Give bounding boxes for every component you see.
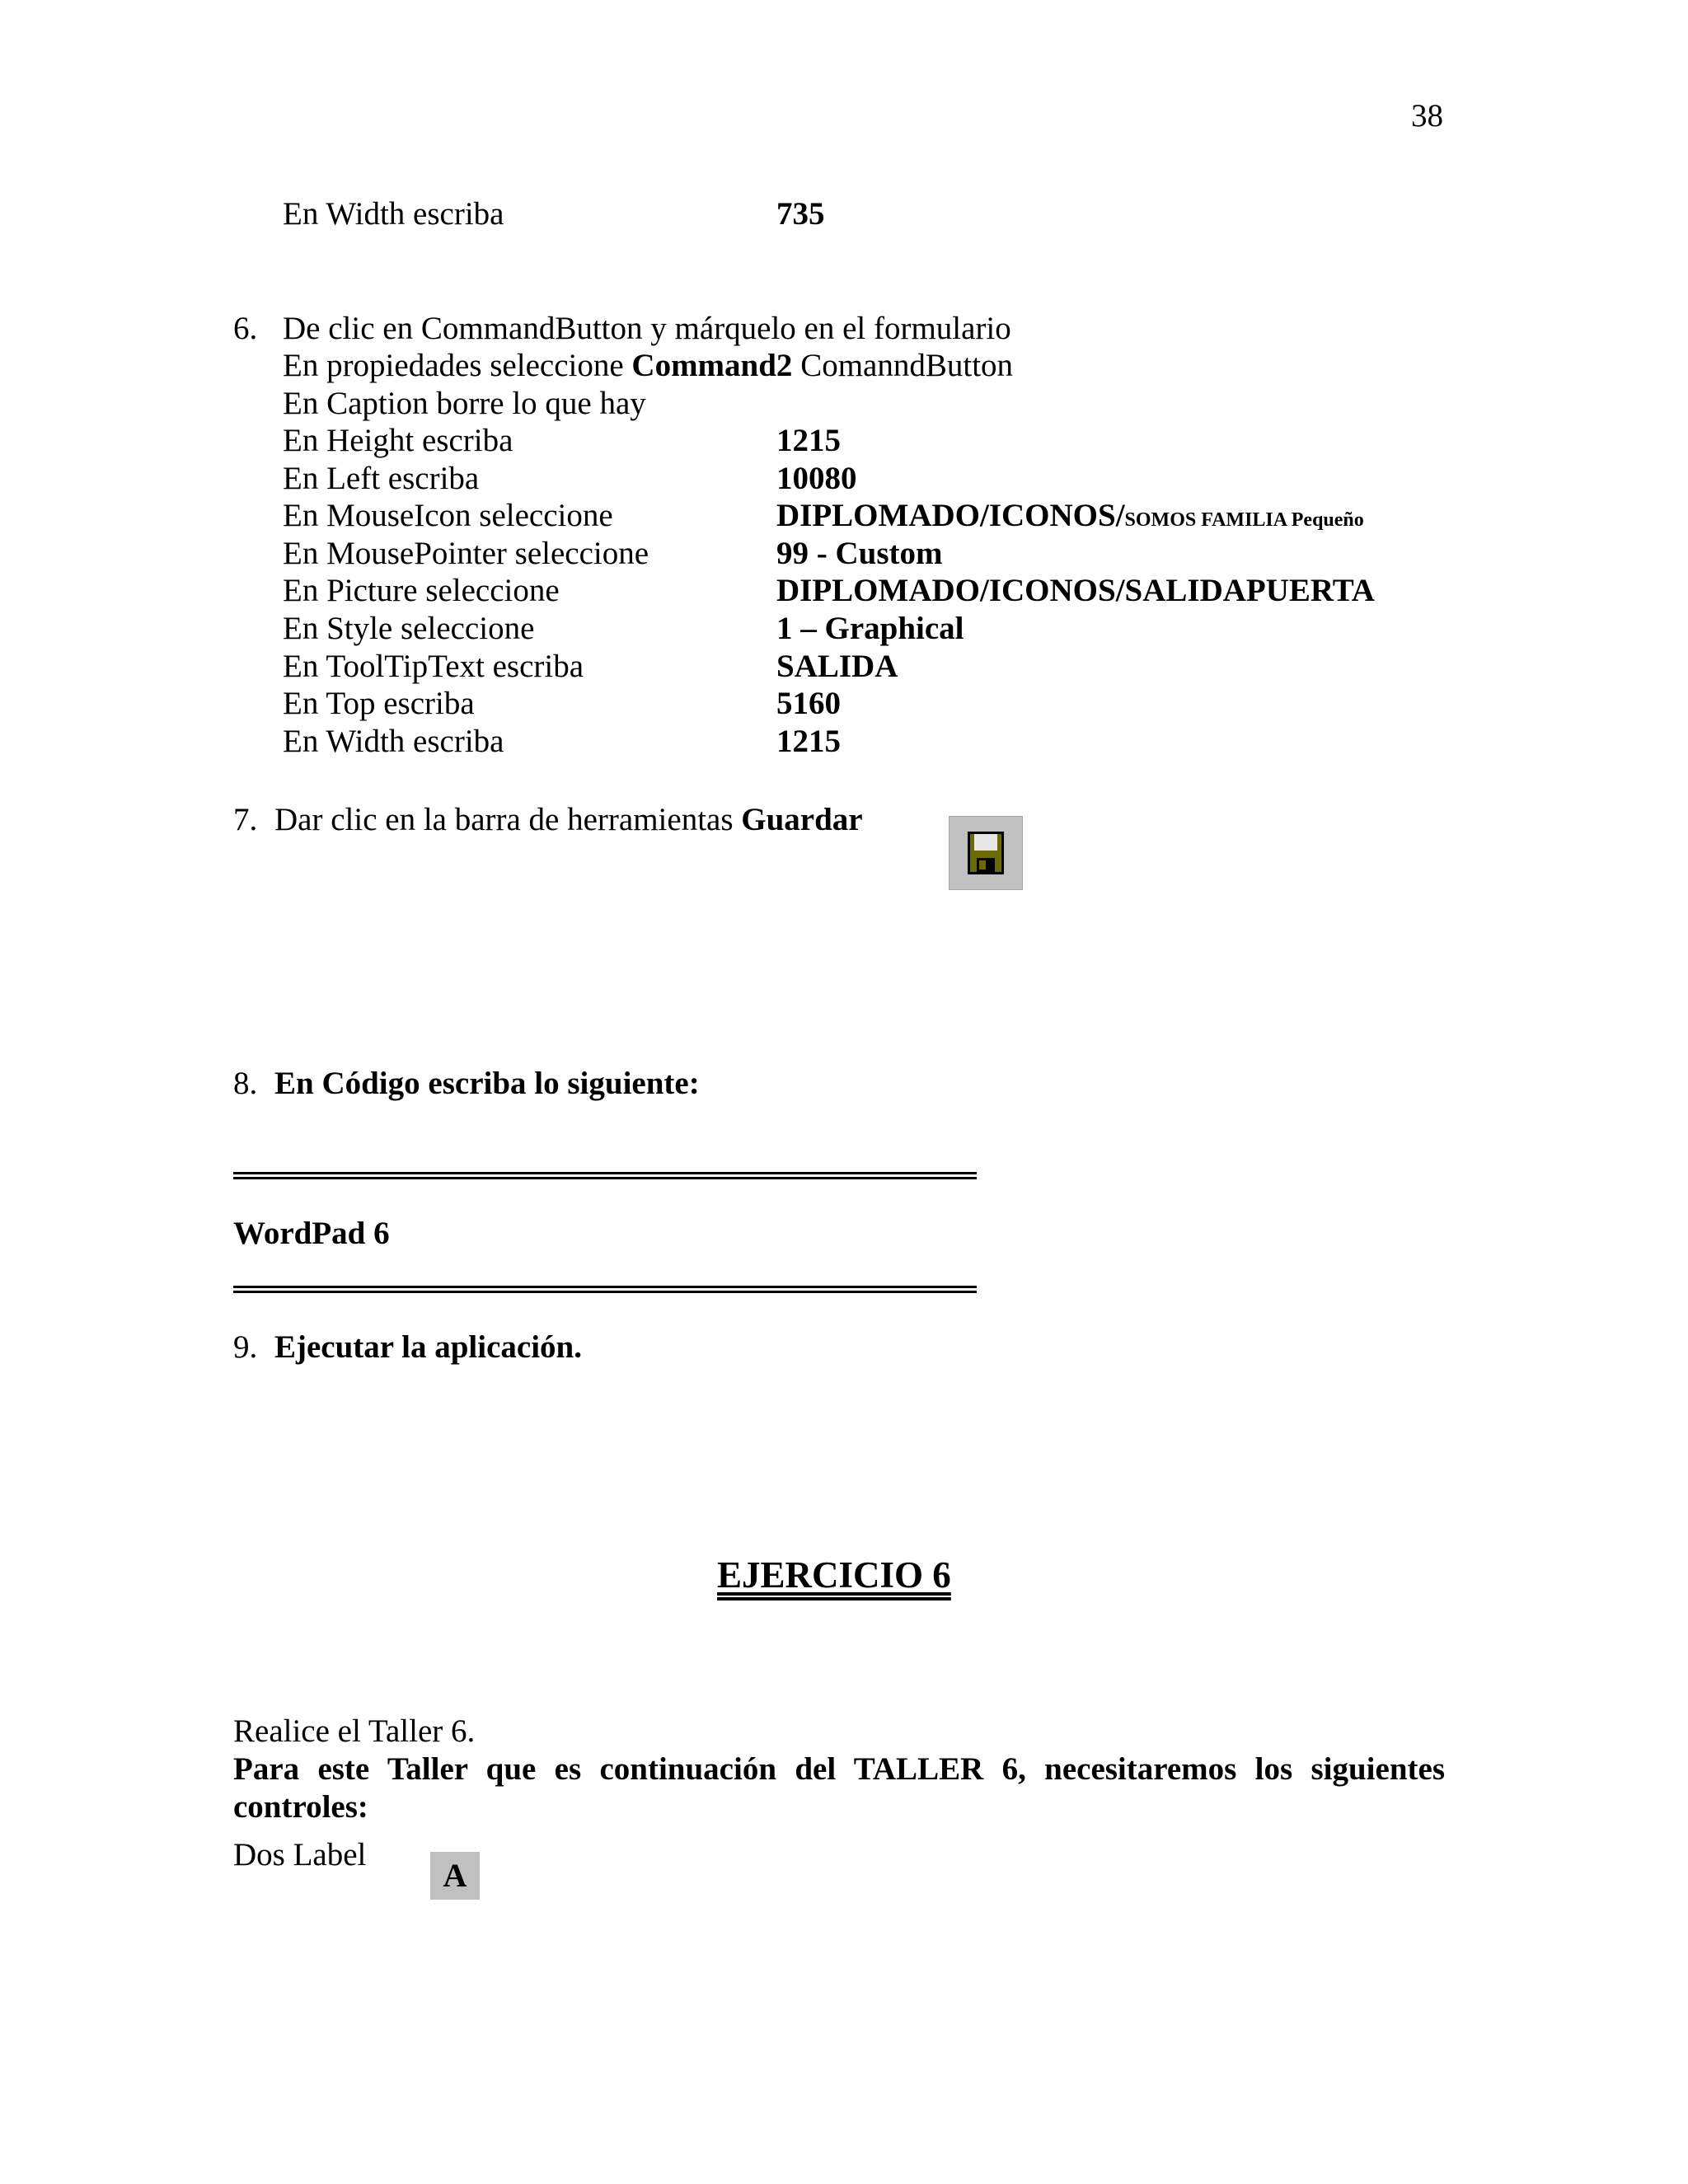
step9-number: 9. — [233, 1329, 258, 1365]
property-value-main: 99 - Custom — [776, 536, 943, 571]
step6-line2-bold: Command2 — [631, 348, 793, 383]
property-label: En Height escriba — [283, 423, 513, 458]
intro-line3: Dos Label — [233, 1837, 367, 1872]
property-value-main: 5160 — [776, 686, 841, 721]
step8-number: 8. — [233, 1066, 258, 1101]
property-value — [776, 422, 841, 460]
property-value-main: 1215 — [776, 724, 841, 759]
step6-line1: De clic en CommandButton y márquelo en el formulario — [283, 311, 1011, 346]
label-tool-icon: A — [430, 1852, 480, 1900]
intro-line1: Realice el Taller 6. — [233, 1713, 476, 1749]
step7-bold: Guardar — [741, 802, 863, 837]
property-label: En MousePointer seleccione — [283, 536, 649, 571]
save-floppy-icon — [949, 816, 1023, 890]
property-value — [776, 723, 841, 761]
property-label: En MouseIcon seleccione — [283, 498, 613, 533]
step6-line3: En Caption borre lo que hay — [283, 386, 646, 421]
property-value — [776, 685, 841, 723]
step7-number: 7. — [233, 802, 258, 837]
property-value-small: SOMOS FAMILIA Pequeño — [1124, 509, 1364, 531]
property-label: En ToolTipText escriba — [283, 649, 584, 684]
top-width-value: 735 — [776, 196, 825, 232]
property-label: En Left escriba — [283, 461, 480, 496]
code-bottom-rule — [233, 1286, 977, 1293]
intro-line2: Para este Taller que es continuación del TALLER 6, necesitaremos los siguientes controles: — [233, 1751, 1445, 1825]
step6-line2-prefix: En propiedades seleccione — [283, 348, 632, 383]
top-width-label: En Width escriba — [283, 196, 504, 232]
step6-line2 — [283, 347, 1013, 385]
property-value — [776, 572, 1375, 610]
property-value — [776, 535, 943, 573]
property-label: En Style seleccione — [283, 611, 535, 646]
floppy-disk-icon — [950, 817, 1022, 889]
step6-line2-suffix: ComanndButton — [792, 348, 1014, 383]
property-value — [776, 648, 898, 686]
property-value — [776, 610, 964, 648]
code-top-rule — [233, 1172, 977, 1179]
step8-text: En Código escriba lo siguiente: — [274, 1066, 700, 1101]
property-value-main: DIPLOMADO/ICONOS/SALIDAPUERTA — [776, 573, 1375, 608]
property-value-main: 1 – Graphical — [776, 611, 964, 646]
property-value-main: SALIDA — [776, 649, 898, 684]
exercise-title: EJERCICIO 6 — [717, 1554, 951, 1596]
step7-line — [274, 801, 863, 839]
property-label: En Width escriba — [283, 724, 504, 759]
property-label: En Top escriba — [283, 686, 475, 721]
property-value-main: 1215 — [776, 423, 841, 458]
step7-text: Dar clic en la barra de herramientas — [274, 802, 742, 837]
page-number: 38 — [1411, 98, 1443, 134]
property-label: En Picture seleccione — [283, 573, 560, 608]
step9-text: Ejecutar la aplicación. — [274, 1329, 582, 1365]
property-value — [776, 460, 857, 498]
property-value-main: 10080 — [776, 461, 857, 496]
property-value — [776, 497, 1364, 539]
code-text: WordPad 6 — [233, 1216, 390, 1251]
property-value-main: DIPLOMADO/ICONOS/ — [776, 498, 1125, 533]
step6-number: 6. — [233, 311, 258, 346]
